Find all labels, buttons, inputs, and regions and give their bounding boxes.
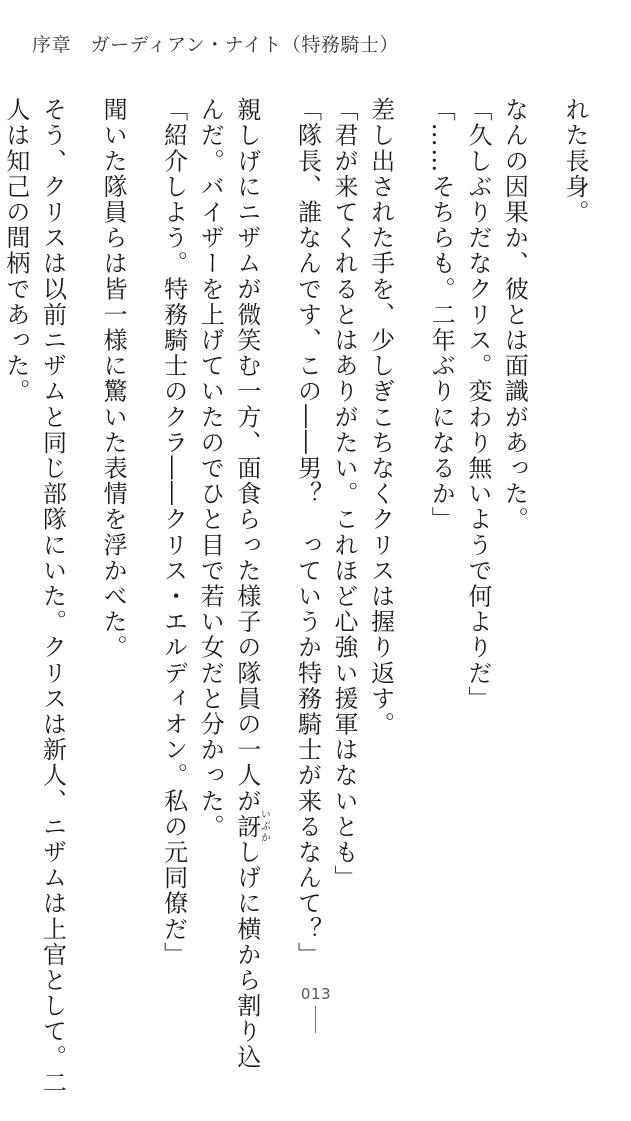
running-head: 序章 ガーディアン・ナイト（特務騎士） [32,34,399,56]
text-segment: 親しげにニザムが微笑む一方、面食らった様子の隊員の一人が [232,97,261,814]
dialogue-line: 「隊長、誰なんです、この――男？ っていうか特務騎士が来るなんて？」 [293,97,322,968]
text-line: そう、クリスは以前ニザムと同じ部隊にいた。クリスは新人、ニザムは上官として。二 [38,97,67,1096]
dialogue-line: 「君が来てくれるとはありがたい。これほど心強い援軍はないとも」 [330,97,359,891]
text-line: れた長身。 [561,97,589,225]
ruby-word [232,809,270,845]
text-line: 聞いた隊員らは皆一様に驚いた表情を浮かべた。 [99,97,128,661]
dialogue-line: 「久しぶりだなクリス。変わり無いようで何よりだ」 [463,97,492,712]
page-number: 013 [300,985,332,1003]
dialogue-line: 「紹介しよう。特務騎士のクラ――クリス・エルディオン。私の元同僚だ」 [159,97,188,968]
text-segment: しげに横から割り込 [232,839,261,1070]
text-line: 差し出された手を、少しぎこちなくクリスは握り返す。 [366,97,395,737]
page-number-rule [315,1006,316,1033]
text-line [228,97,289,1070]
text-line: 人は知己の間柄であった。 [1,97,30,405]
ruby-base: 訝 [232,809,261,845]
dialogue-line: 「……そちらも。二年ぶりになるか」 [427,97,456,533]
text-line: なんの因果か、彼とは面識があった。 [500,97,529,533]
ruby-reading: いぶか [258,809,270,845]
text-line: んだ。バイザーを上げていたのでひと目で若い女だと分かった。 [196,97,225,840]
